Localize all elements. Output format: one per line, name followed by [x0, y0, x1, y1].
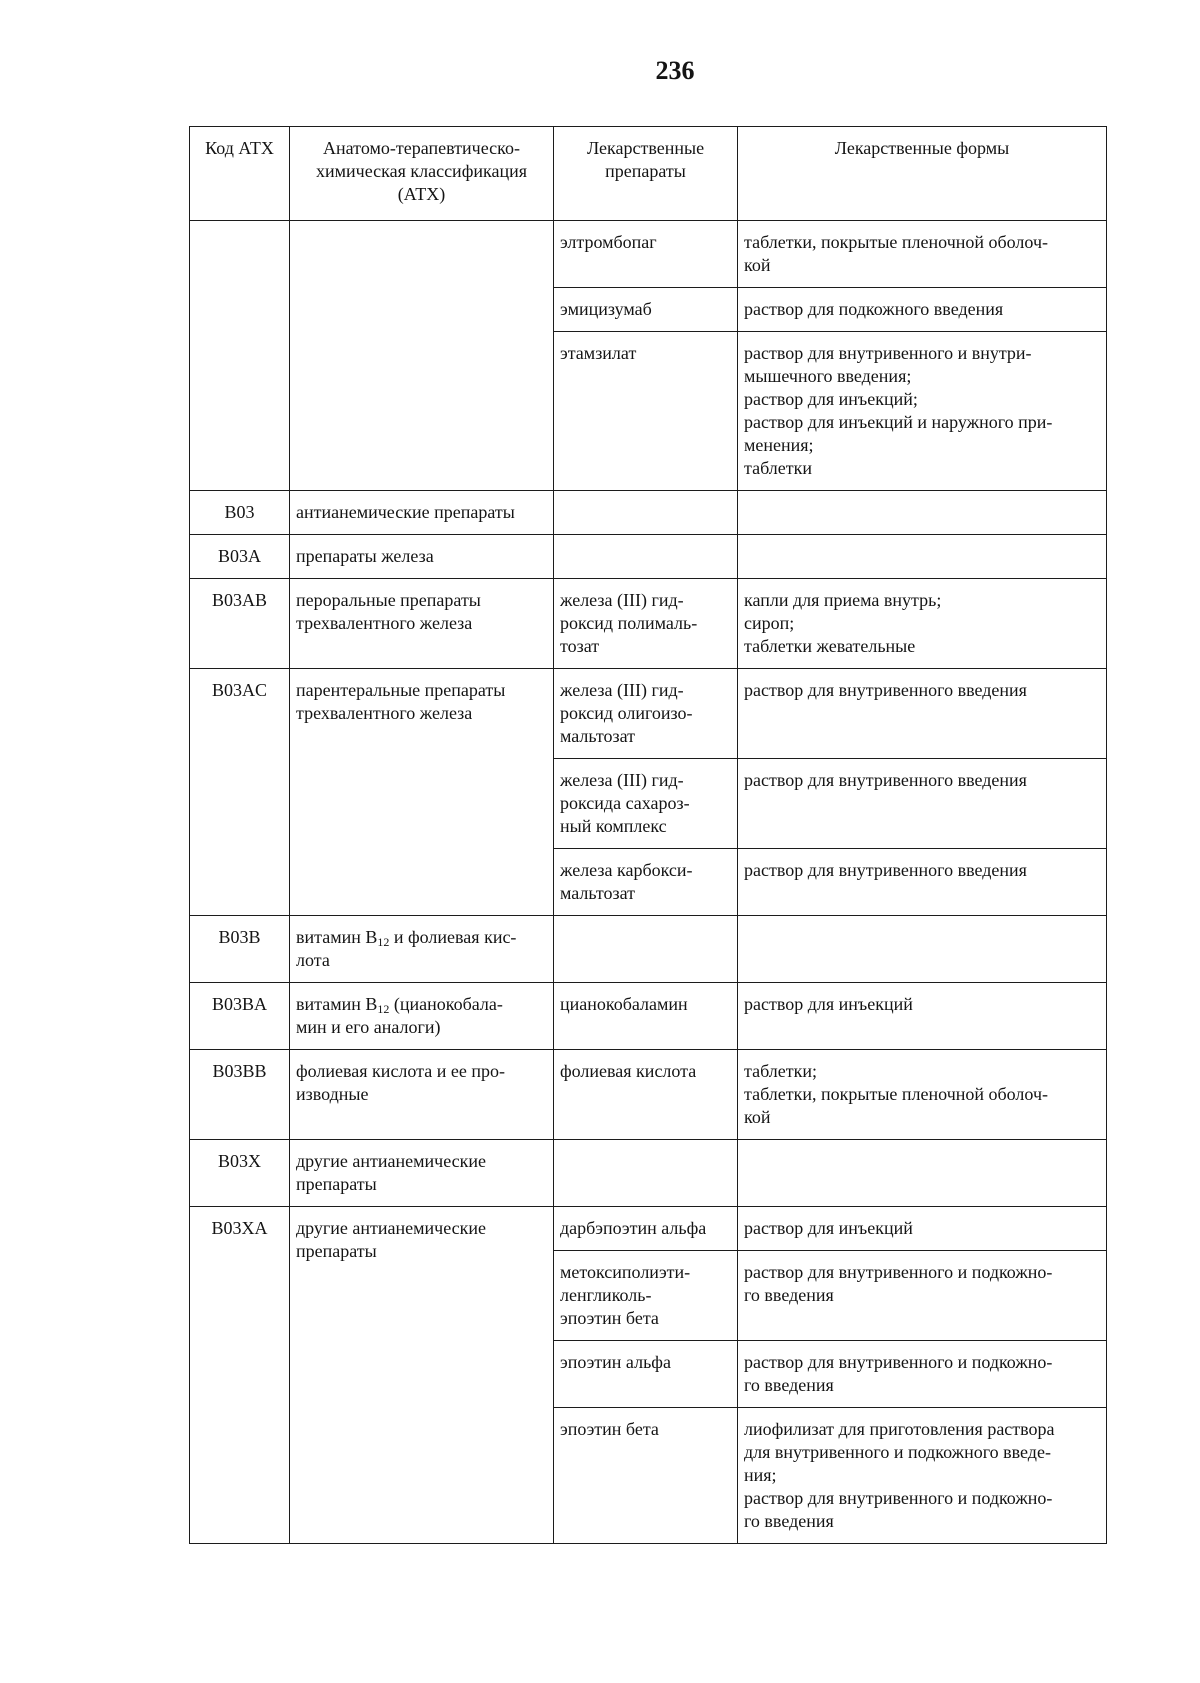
code-cell: B03BA [190, 983, 290, 1050]
drug-cell: железа (III) гид- роксида сахароз- ный комплекс [554, 759, 738, 849]
table-row [190, 221, 1107, 288]
classification-cell: витамин $B_{12}$ и фолиевая кис- лота [290, 916, 554, 983]
classification-cell: витамин $B_{12}$ (цианокобала- мин и его аналоги) [290, 983, 554, 1050]
header-drugs-line: препараты [605, 161, 686, 181]
form-cell: раствор для внутривенного и подкожно- го введения [738, 1341, 1107, 1408]
table-row [190, 1050, 1107, 1140]
drug-cell: элтромбопаг [554, 221, 738, 288]
code-cell: B03X [190, 1140, 290, 1207]
classification-cell: пероральные препараты трехвалентного железа [290, 579, 554, 669]
classification-cell-empty [290, 221, 554, 491]
table-row [190, 535, 1107, 579]
table-row [190, 491, 1107, 535]
table-row [190, 916, 1107, 983]
drug-cell: цианокобаламин [554, 983, 738, 1050]
header-classification-line: (АТХ) [397, 184, 446, 204]
form-cell-empty [738, 491, 1107, 535]
page-number: 236 [655, 56, 695, 85]
form-cell: раствор для внутривенного введения [738, 669, 1107, 759]
drug-cell: эмицизумаб [554, 288, 738, 332]
form-cell: таблетки; таблетки, покрытые пленочной оболоч- кой [738, 1050, 1107, 1140]
code-cell: B03 [190, 491, 290, 535]
drug-cell: железа (III) гид- роксид полималь- тозат [554, 579, 738, 669]
form-cell: раствор для внутривенного и подкожно- го введения [738, 1251, 1107, 1341]
form-cell: раствор для подкожного введения [738, 288, 1107, 332]
form-cell: раствор для внутривенного введения [738, 849, 1107, 916]
classification-cell: антианемические препараты [290, 491, 554, 535]
code-cell: B03B [190, 916, 290, 983]
atx-drug-table [189, 126, 1107, 1544]
drug-cell: эпоэтин альфа [554, 1341, 738, 1408]
drug-cell: эпоэтин бета [554, 1408, 738, 1544]
form-cell: таблетки, покрытые пленочной оболоч- кой [738, 221, 1107, 288]
code-cell: B03XA [190, 1207, 290, 1544]
header-forms: Лекарственные формы [738, 127, 1107, 221]
form-cell-empty [738, 1140, 1107, 1207]
header-classification [290, 127, 554, 221]
code-cell: B03BB [190, 1050, 290, 1140]
table-row [190, 983, 1107, 1050]
code-cell: B03A [190, 535, 290, 579]
drug-cell: дарбэпоэтин альфа [554, 1207, 738, 1251]
header-drugs-line: Лекарственные [586, 138, 705, 158]
form-cell: раствор для инъекций [738, 983, 1107, 1050]
classification-cell: фолиевая кислота и ее про- изводные [290, 1050, 554, 1140]
header-classification-line: Анатомо-терапевтическо- [323, 138, 520, 158]
table-row [190, 1140, 1107, 1207]
form-cell: лиофилизат для приготовления раствора для внутривенного и подкожного введе- ния; раствор для внутривенного и подкожно- го введения [738, 1408, 1107, 1544]
header-code: Код АТХ [190, 127, 290, 221]
form-cell: раствор для внутривенного и внутри- мышечного введения; раствор для инъекций; раствор для инъекций и наружного при- менения; таблетки [738, 332, 1107, 491]
drug-cell: железа (III) гид- роксид олигоизо- мальтозат [554, 669, 738, 759]
classification-cell: другие антианемические препараты [290, 1140, 554, 1207]
drug-cell: этамзилат [554, 332, 738, 491]
code-cell-empty [190, 221, 290, 491]
drug-cell: фолиевая кислота [554, 1050, 738, 1140]
classification-cell: парентеральные препараты трехвалентного железа [290, 669, 554, 916]
table-row [190, 579, 1107, 669]
drug-cell: метоксиполиэти- ленгликоль- эпоэтин бета [554, 1251, 738, 1341]
form-cell-empty [738, 535, 1107, 579]
classification-cell: препараты железа [290, 535, 554, 579]
drug-cell: железа карбокси- мальтозат [554, 849, 738, 916]
form-cell: раствор для инъекций [738, 1207, 1107, 1251]
form-cell-empty [738, 916, 1107, 983]
table-header-row [190, 127, 1107, 221]
table-row [190, 669, 1107, 759]
form-cell: раствор для внутривенного введения [738, 759, 1107, 849]
drug-cell-empty [554, 535, 738, 579]
code-cell: B03AB [190, 579, 290, 669]
form-cell: капли для приема внутрь; сироп; таблетки жевательные [738, 579, 1107, 669]
table-row [190, 1207, 1107, 1251]
drug-cell-empty [554, 491, 738, 535]
code-cell: B03AC [190, 669, 290, 916]
drug-cell-empty [554, 1140, 738, 1207]
classification-cell: другие антианемические препараты [290, 1207, 554, 1544]
header-classification-line: химическая классификация [315, 161, 527, 181]
drug-cell-empty [554, 916, 738, 983]
header-drugs [554, 127, 738, 221]
